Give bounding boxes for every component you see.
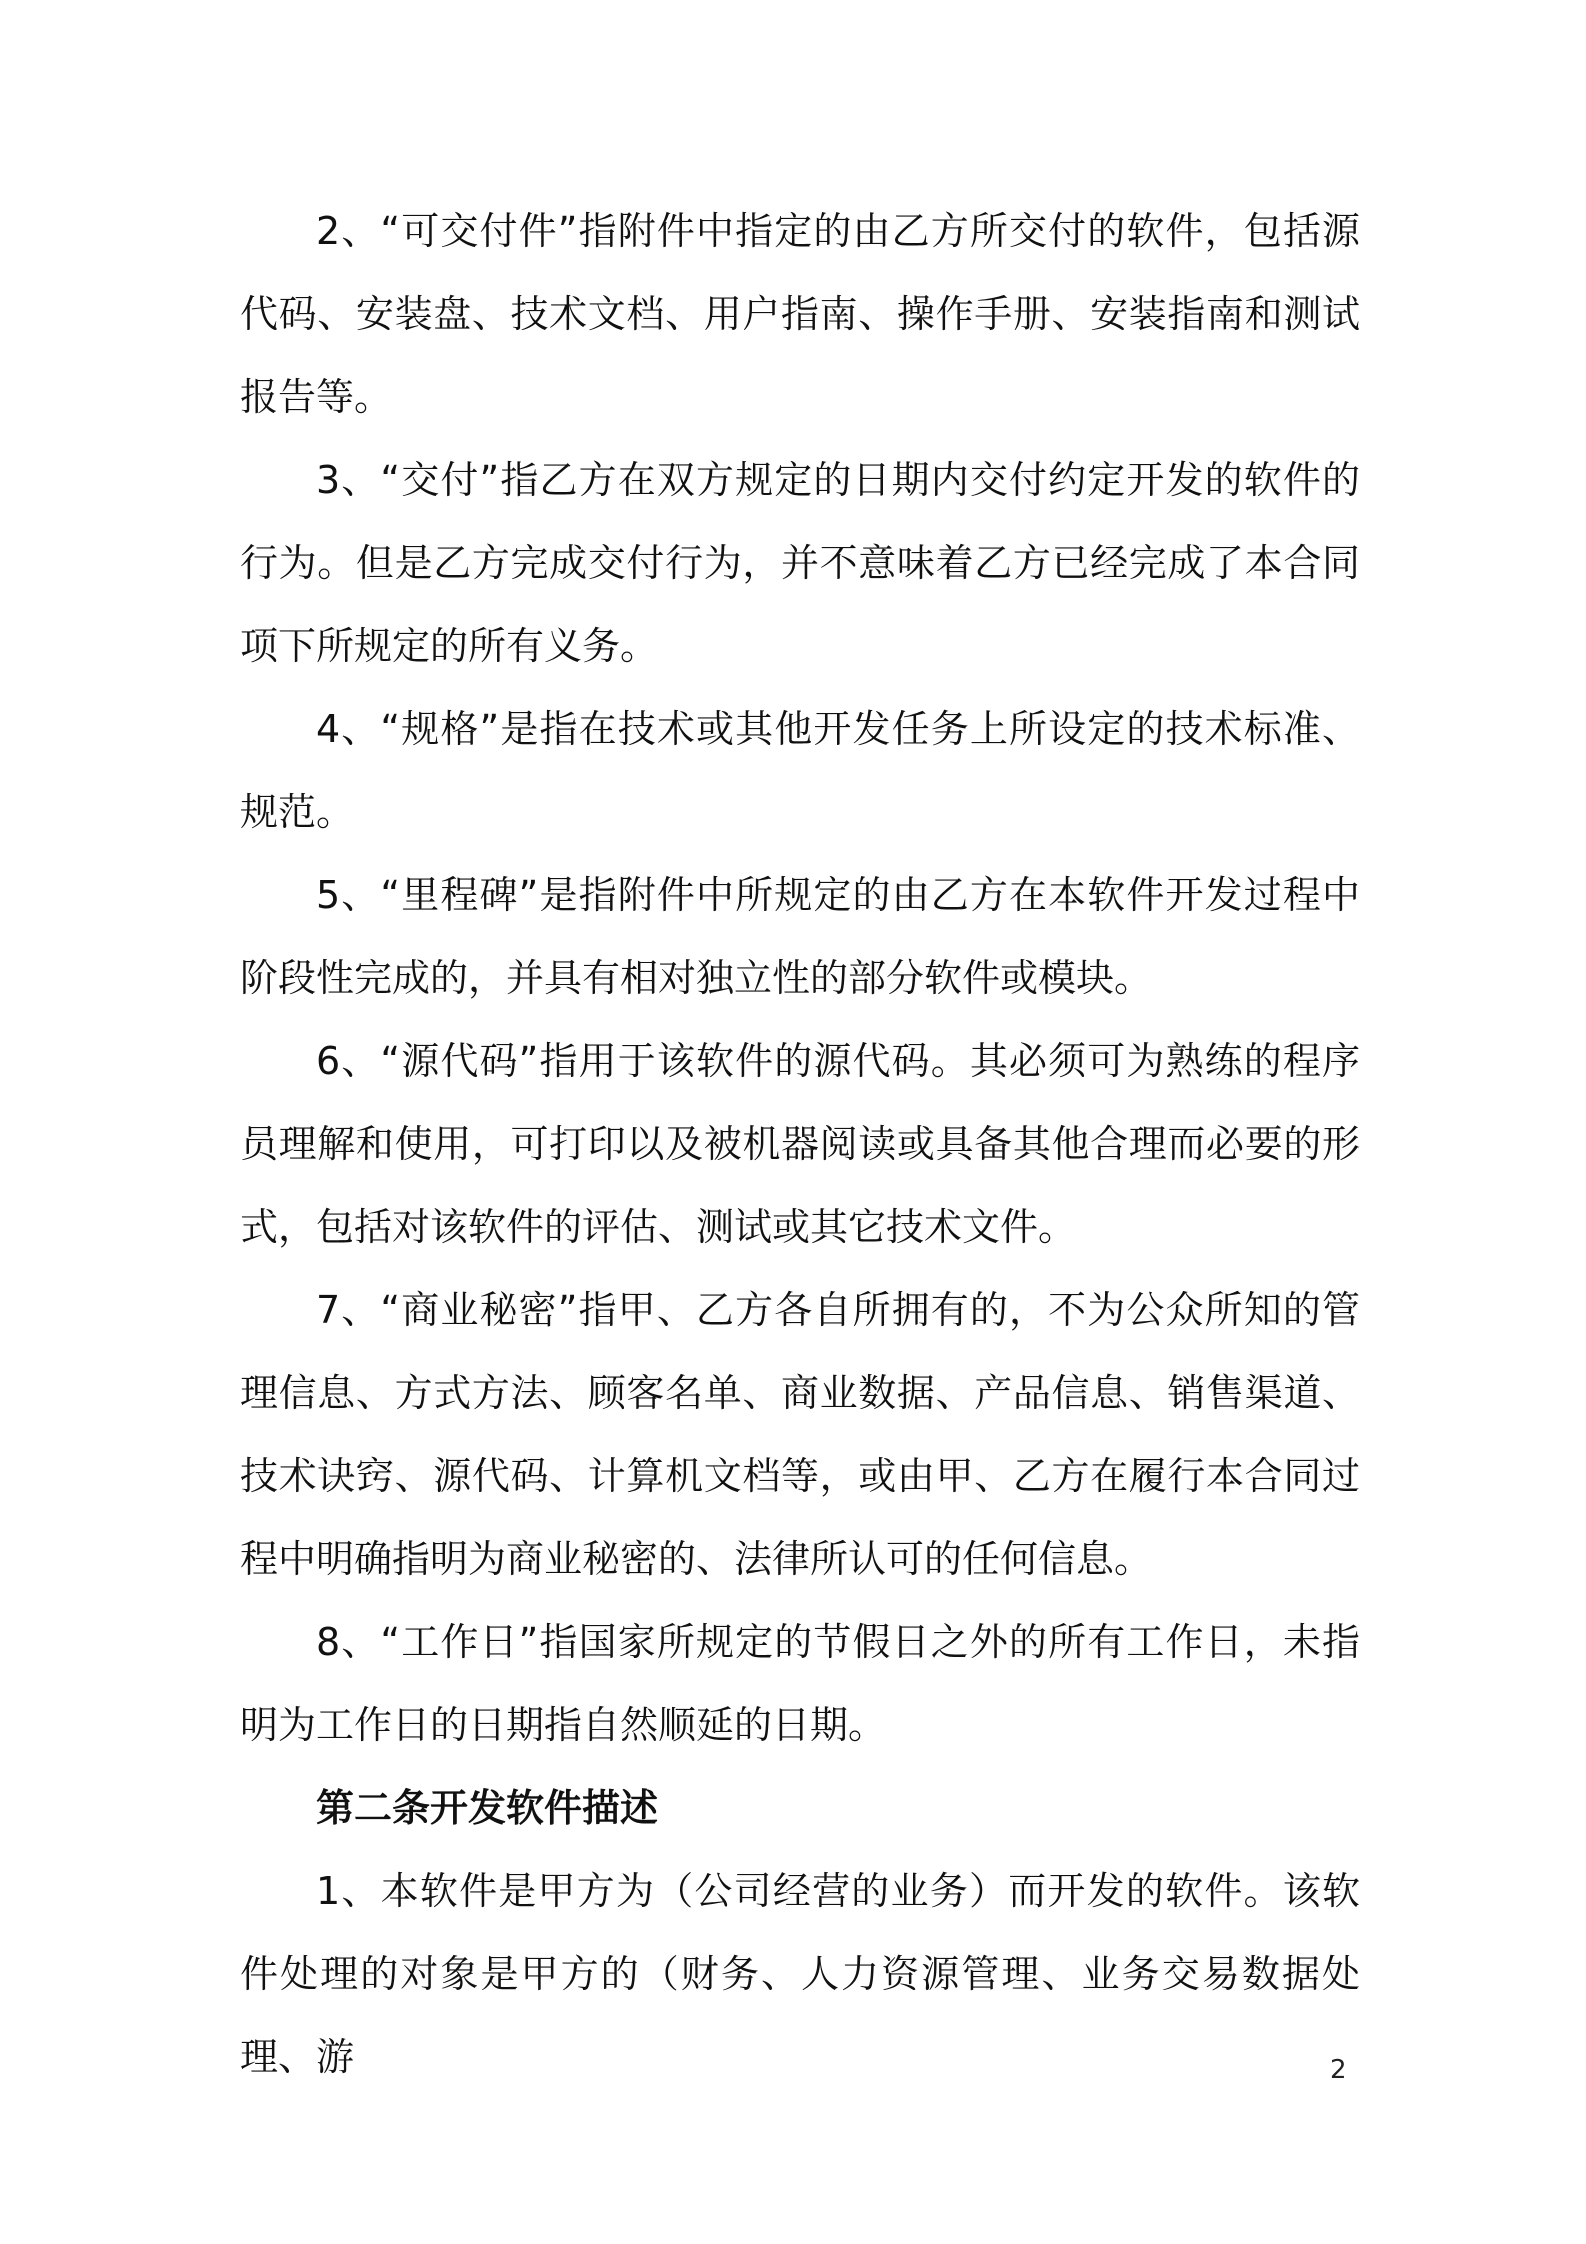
page-number: 2 (1330, 2055, 1347, 2085)
paragraph-definition-deliverables: 2、“可交付件”指附件中指定的由乙方所交付的软件，包括源代码、安装盘、技术文档、用户指南、操作手册、安装指南和测试报告等。 (240, 209, 1360, 419)
document-body (240, 190, 1360, 2099)
paragraph-definition-specification: 4、“规格”是指在技术或其他开发任务上所设定的技术标准、规范。 (240, 707, 1360, 834)
paragraph-definition-delivery: 3、“交付”指乙方在双方规定的日期内交付约定开发的软件的行为。但是乙方完成交付行为，并不意味着乙方已经完成了本合同项下所规定的所有义务。 (240, 458, 1360, 668)
paragraph-definition-source-code: 6、“源代码”指用于该软件的源代码。其必须可为熟练的程序员理解和使用，可打印以及被机器阅读或具备其他合理而必要的形式，包括对该软件的评估、测试或其它技术文件。 (240, 1039, 1360, 1249)
section-heading-article-two: 第二条开发软件描述 (316, 1786, 659, 1830)
paragraph-definition-milestone: 5、“里程碑”是指附件中所规定的由乙方在本软件开发过程中阶段性完成的，并具有相对独立性的部分软件或模块。 (240, 873, 1360, 1000)
paragraph-software-description: 1、本软件是甲方为（公司经营的业务）而开发的软件。该软件处理的对象是甲方的（财务、人力资源管理、业务交易数据处理、游 (240, 1869, 1360, 2079)
paragraph-definition-trade-secret: 7、“商业秘密”指甲、乙方各自所拥有的，不为公众所知的管理信息、方式方法、顾客名单、商业数据、产品信息、销售渠道、技术诀窍、源代码、计算机文档等，或由甲、乙方在履行本合同过程中明确指明为商业秘密的、法律所认可的任何信息。 (240, 1288, 1360, 1581)
paragraph-definition-workday: 8、“工作日”指国家所规定的节假日之外的所有工作日，未指明为工作日的日期指自然顺延的日期。 (240, 1620, 1360, 1747)
